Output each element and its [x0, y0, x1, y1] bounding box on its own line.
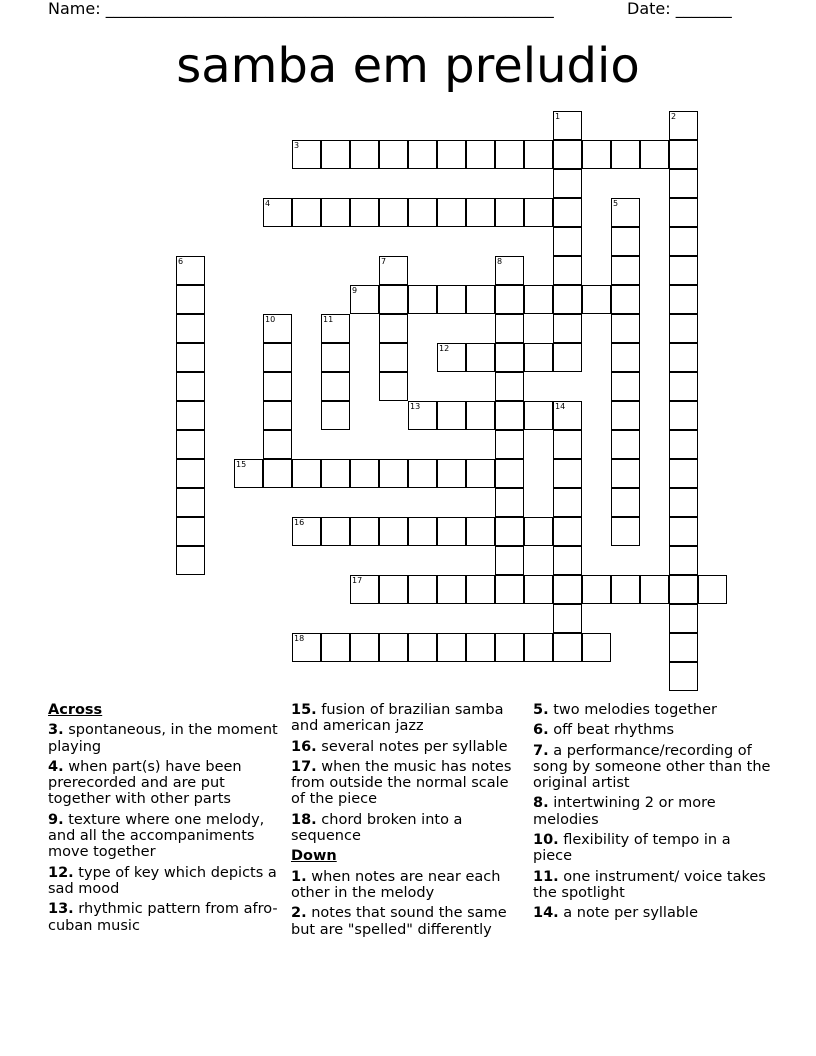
- grid-cell[interactable]: [466, 633, 495, 662]
- across-clue: [48, 759, 280, 808]
- grid-cell[interactable]: [553, 517, 582, 546]
- grid-cell[interactable]: [466, 575, 495, 604]
- down-clue: [533, 702, 773, 718]
- grid-cell[interactable]: [292, 633, 321, 662]
- grid-cell[interactable]: [379, 140, 408, 169]
- grid-cell[interactable]: [408, 633, 437, 662]
- grid-cell[interactable]: [611, 430, 640, 459]
- grid-cell[interactable]: [524, 198, 553, 227]
- grid-cell[interactable]: [466, 140, 495, 169]
- grid-cell[interactable]: [669, 372, 698, 401]
- grid-cell[interactable]: [176, 285, 205, 314]
- clue-num: 4.: [48, 758, 64, 775]
- grid-cell[interactable]: [524, 575, 553, 604]
- across-clue: [48, 812, 280, 861]
- grid-cell[interactable]: [582, 633, 611, 662]
- grid-cell[interactable]: [582, 140, 611, 169]
- clue-text: when the music has notes from outside the normal scale of the piece: [291, 758, 512, 808]
- grid-cell[interactable]: [466, 343, 495, 372]
- across-clue: [291, 759, 523, 808]
- grid-cell[interactable]: [669, 430, 698, 459]
- grid-cell[interactable]: [611, 401, 640, 430]
- grid-cell[interactable]: [321, 633, 350, 662]
- grid-cell[interactable]: [321, 372, 350, 401]
- clue-text: flexibility of tempo in a piece: [533, 832, 731, 865]
- clue-num: 17.: [291, 758, 317, 775]
- grid-cell[interactable]: [292, 459, 321, 488]
- grid-cell[interactable]: [408, 575, 437, 604]
- grid-cell[interactable]: [611, 459, 640, 488]
- grid-cell[interactable]: [263, 343, 292, 372]
- grid-cell[interactable]: [350, 575, 379, 604]
- clue-number: 14: [555, 402, 566, 411]
- grid-cell[interactable]: [495, 256, 524, 285]
- grid-cell[interactable]: [466, 198, 495, 227]
- clue-num: 1.: [291, 868, 307, 885]
- grid-cell[interactable]: [669, 517, 698, 546]
- puzzle-title: samba em preludio: [176, 38, 640, 94]
- down-clue: [533, 869, 773, 902]
- grid-cell[interactable]: [437, 198, 466, 227]
- grid-cell[interactable]: [553, 604, 582, 633]
- grid-cell[interactable]: [553, 459, 582, 488]
- grid-cell[interactable]: [176, 488, 205, 517]
- clue-number: 10: [265, 315, 276, 324]
- clue-num: 9.: [48, 811, 64, 828]
- clue-num: 16.: [291, 738, 317, 755]
- clue-number: 7: [381, 257, 387, 266]
- grid-cell[interactable]: [611, 343, 640, 372]
- clue-text: off beat rhythms: [548, 722, 675, 739]
- grid-cell[interactable]: [437, 517, 466, 546]
- clue-text: rhythmic pattern from afro-cuban music: [48, 901, 278, 934]
- clue-text: fusion of brazilian samba and american jazz: [291, 702, 504, 735]
- clue-num: 5.: [533, 702, 549, 718]
- grid-cell[interactable]: [176, 256, 205, 285]
- grid-cell[interactable]: [292, 140, 321, 169]
- grid-cell[interactable]: [669, 169, 698, 198]
- grid-cell[interactable]: [553, 285, 582, 314]
- grid-cell[interactable]: [466, 459, 495, 488]
- grid-cell[interactable]: [466, 401, 495, 430]
- grid-cell[interactable]: [524, 517, 553, 546]
- clue-num: 10.: [533, 832, 559, 849]
- grid-cell[interactable]: [495, 140, 524, 169]
- grid-cell[interactable]: [524, 285, 553, 314]
- grid-cell[interactable]: [495, 198, 524, 227]
- grid-cell[interactable]: [321, 314, 350, 343]
- down-heading: Down: [291, 848, 337, 865]
- grid-cell[interactable]: [495, 517, 524, 546]
- grid-cell[interactable]: [611, 314, 640, 343]
- clue-text: a note per syllable: [558, 905, 698, 922]
- grid-cell[interactable]: [669, 488, 698, 517]
- clue-number: 16: [294, 518, 305, 527]
- across-clue: [291, 702, 523, 735]
- grid-cell[interactable]: [669, 256, 698, 285]
- grid-cell[interactable]: [379, 633, 408, 662]
- across-clue: [48, 901, 280, 934]
- grid-cell[interactable]: [176, 517, 205, 546]
- grid-cell[interactable]: [495, 430, 524, 459]
- grid-cell[interactable]: [553, 343, 582, 372]
- grid-cell[interactable]: [176, 401, 205, 430]
- grid-cell[interactable]: [553, 575, 582, 604]
- clue-text: texture where one melody, and all the accompaniments move together: [48, 811, 265, 861]
- grid-cell[interactable]: [495, 546, 524, 575]
- clue-number: 5: [613, 199, 619, 208]
- grid-cell[interactable]: [466, 285, 495, 314]
- down-clue: [533, 743, 773, 792]
- grid-cell[interactable]: [669, 111, 698, 140]
- grid-cell[interactable]: [553, 546, 582, 575]
- clue-number: 13: [410, 402, 421, 411]
- grid-cell[interactable]: [669, 401, 698, 430]
- grid-cell[interactable]: [524, 343, 553, 372]
- grid-cell[interactable]: [553, 401, 582, 430]
- clue-number: 6: [178, 257, 184, 266]
- grid-cell[interactable]: [350, 140, 379, 169]
- grid-cell[interactable]: [669, 546, 698, 575]
- name-label: Name:: [48, 0, 101, 18]
- grid-cell[interactable]: [176, 430, 205, 459]
- grid-cell[interactable]: [669, 140, 698, 169]
- clue-num: 12.: [48, 864, 74, 881]
- clue-text: intertwining 2 or more melodies: [533, 795, 716, 828]
- grid-cell[interactable]: [611, 285, 640, 314]
- grid-cell[interactable]: [495, 575, 524, 604]
- grid-cell[interactable]: [350, 285, 379, 314]
- grid-cell[interactable]: [611, 372, 640, 401]
- down-clues-part1: [291, 869, 523, 938]
- grid-cell[interactable]: [321, 140, 350, 169]
- clue-num: 7.: [533, 742, 549, 759]
- grid-cell[interactable]: [321, 459, 350, 488]
- grid-cell[interactable]: [524, 401, 553, 430]
- grid-cell[interactable]: [553, 198, 582, 227]
- grid-cell[interactable]: [611, 198, 640, 227]
- clue-text: spontaneous, in the moment playing: [48, 722, 278, 755]
- clue-num: 8.: [533, 795, 549, 812]
- grid-cell[interactable]: [698, 575, 727, 604]
- clue-text: notes that sound the same but are "spelled" differently: [291, 905, 507, 938]
- clue-text: several notes per syllable: [316, 738, 508, 755]
- across-clues-part2: [291, 702, 523, 844]
- grid-cell[interactable]: [350, 633, 379, 662]
- clue-num: 14.: [533, 905, 559, 922]
- clue-number: 11: [323, 315, 334, 324]
- grid-cell[interactable]: [176, 343, 205, 372]
- grid-cell[interactable]: [495, 488, 524, 517]
- grid-cell[interactable]: [408, 198, 437, 227]
- grid-cell[interactable]: [611, 488, 640, 517]
- grid-cell[interactable]: [234, 459, 263, 488]
- grid-cell[interactable]: [669, 314, 698, 343]
- grid-cell[interactable]: [582, 285, 611, 314]
- grid-cell[interactable]: [350, 198, 379, 227]
- grid-cell[interactable]: [176, 372, 205, 401]
- down-clue: [533, 722, 773, 738]
- grid-cell[interactable]: [669, 633, 698, 662]
- grid-cell[interactable]: [263, 198, 292, 227]
- clue-number: 8: [497, 257, 503, 266]
- grid-cell[interactable]: [553, 169, 582, 198]
- grid-cell[interactable]: [553, 633, 582, 662]
- grid-cell[interactable]: [437, 575, 466, 604]
- clue-text: one instrument/ voice takes the spotlight: [533, 868, 766, 901]
- clue-number: 2: [671, 112, 677, 121]
- date-label: Date:: [627, 0, 671, 18]
- clues-column-3: [533, 702, 773, 926]
- down-clue: [533, 905, 773, 921]
- grid-cell[interactable]: [176, 546, 205, 575]
- grid-cell[interactable]: [408, 285, 437, 314]
- grid-cell[interactable]: [553, 488, 582, 517]
- grid-cell[interactable]: [495, 343, 524, 372]
- grid-cell[interactable]: [379, 285, 408, 314]
- clue-text: a performance/recording of song by someone other than the original artist: [533, 742, 771, 792]
- grid-cell[interactable]: [495, 459, 524, 488]
- grid-cell[interactable]: [379, 575, 408, 604]
- clue-number: 15: [236, 460, 247, 469]
- grid-cell[interactable]: [611, 227, 640, 256]
- down-clue: [533, 795, 773, 828]
- grid-cell[interactable]: [553, 111, 582, 140]
- across-clue: [48, 865, 280, 898]
- grid-cell[interactable]: [669, 662, 698, 691]
- grid-cell[interactable]: [495, 401, 524, 430]
- clues-column-1: [48, 702, 280, 938]
- across-clue: [48, 722, 280, 755]
- grid-cell[interactable]: [321, 401, 350, 430]
- grid-cell[interactable]: [669, 604, 698, 633]
- grid-cell[interactable]: [176, 314, 205, 343]
- grid-cell[interactable]: [408, 401, 437, 430]
- across-clues-part1: [48, 722, 280, 934]
- clue-text: chord broken into a sequence: [291, 811, 463, 845]
- grid-cell[interactable]: [437, 633, 466, 662]
- grid-cell[interactable]: [669, 575, 698, 604]
- grid-cell[interactable]: [437, 285, 466, 314]
- grid-cell[interactable]: [611, 140, 640, 169]
- grid-cell[interactable]: [669, 285, 698, 314]
- date-line: _______: [675, 0, 732, 18]
- grid-cell[interactable]: [350, 517, 379, 546]
- grid-cell[interactable]: [292, 198, 321, 227]
- down-clue: [291, 905, 523, 938]
- grid-cell[interactable]: [640, 575, 669, 604]
- grid-cell[interactable]: [263, 314, 292, 343]
- clue-num: 3.: [48, 722, 64, 739]
- clue-number: 12: [439, 344, 450, 353]
- grid-cell[interactable]: [553, 314, 582, 343]
- grid-cell[interactable]: [379, 198, 408, 227]
- grid-cell[interactable]: [582, 575, 611, 604]
- grid-cell[interactable]: [379, 459, 408, 488]
- clues-column-2: [291, 702, 523, 942]
- grid-cell[interactable]: [263, 459, 292, 488]
- grid-cell[interactable]: [321, 198, 350, 227]
- clue-text: when notes are near each other in the melody: [291, 868, 501, 901]
- clue-num: 18.: [291, 811, 317, 828]
- grid-cell[interactable]: [292, 517, 321, 546]
- grid-cell[interactable]: [524, 633, 553, 662]
- across-heading: Across: [48, 702, 103, 718]
- grid-cell[interactable]: [553, 140, 582, 169]
- name-line: ________________________________________________________: [105, 0, 554, 18]
- clue-num: 6.: [533, 722, 549, 739]
- grid-cell[interactable]: [495, 633, 524, 662]
- clue-text: two melodies together: [548, 702, 717, 718]
- grid-cell[interactable]: [379, 314, 408, 343]
- clue-number: 3: [294, 141, 300, 150]
- clue-number: 17: [352, 576, 363, 585]
- grid-cell[interactable]: [669, 343, 698, 372]
- grid-cell[interactable]: [437, 140, 466, 169]
- grid-cell[interactable]: [553, 256, 582, 285]
- clue-num: 11.: [533, 868, 559, 885]
- grid-cell[interactable]: [524, 140, 553, 169]
- across-clue: [291, 739, 523, 755]
- grid-cell[interactable]: [408, 517, 437, 546]
- grid-cell[interactable]: [437, 343, 466, 372]
- grid-cell[interactable]: [669, 227, 698, 256]
- grid-cell[interactable]: [321, 517, 350, 546]
- grid-cell[interactable]: [611, 256, 640, 285]
- clue-number: 1: [555, 112, 561, 121]
- clue-number: 9: [352, 286, 358, 295]
- grid-cell[interactable]: [408, 140, 437, 169]
- grid-cell[interactable]: [437, 401, 466, 430]
- grid-cell[interactable]: [321, 343, 350, 372]
- grid-cell[interactable]: [437, 459, 466, 488]
- grid-cell[interactable]: [350, 459, 379, 488]
- grid-cell[interactable]: [495, 314, 524, 343]
- clue-number: 4: [265, 199, 271, 208]
- grid-cell[interactable]: [176, 459, 205, 488]
- grid-cell[interactable]: [263, 372, 292, 401]
- grid-cell[interactable]: [669, 198, 698, 227]
- grid-cell[interactable]: [611, 517, 640, 546]
- grid-cell[interactable]: [495, 285, 524, 314]
- across-clue: [291, 812, 523, 845]
- grid-cell[interactable]: [611, 575, 640, 604]
- grid-cell[interactable]: [263, 401, 292, 430]
- clue-num: 13.: [48, 901, 74, 918]
- down-clue: [533, 832, 773, 865]
- grid-cell[interactable]: [466, 517, 495, 546]
- clue-text: type of key which depicts a sad mood: [48, 864, 277, 897]
- grid-cell[interactable]: [640, 140, 669, 169]
- clue-text: when part(s) have been prerecorded and are put together with other parts: [48, 758, 242, 808]
- grid-cell[interactable]: [553, 430, 582, 459]
- grid-cell[interactable]: [379, 372, 408, 401]
- grid-cell[interactable]: [669, 459, 698, 488]
- grid-cell[interactable]: [408, 459, 437, 488]
- grid-cell[interactable]: [379, 256, 408, 285]
- grid-cell[interactable]: [553, 227, 582, 256]
- clue-number: 18: [294, 634, 305, 643]
- down-clues-part2: [533, 702, 773, 922]
- grid-cell[interactable]: [263, 430, 292, 459]
- grid-cell[interactable]: [495, 372, 524, 401]
- clue-num: 15.: [291, 702, 317, 718]
- grid-cell[interactable]: [379, 517, 408, 546]
- down-clue: [291, 869, 523, 902]
- grid-cell[interactable]: [379, 343, 408, 372]
- clue-num: 2.: [291, 905, 307, 922]
